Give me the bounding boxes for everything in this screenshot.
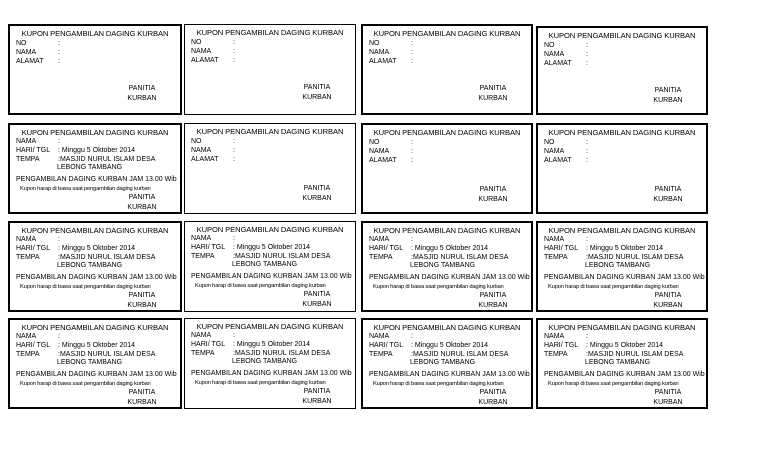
panitia-signature: PANITIA KURBAN	[478, 85, 508, 102]
panitia-signature: PANITIA KURBAN	[127, 85, 157, 102]
no-row: NO :	[16, 40, 60, 47]
coupon-title: KUPON PENGAMBILAN DAGING KURBAN	[548, 31, 696, 40]
panitia-signature: PANITIA KURBAN	[127, 292, 157, 309]
no-row: NO :	[369, 139, 413, 146]
hari-row: HARI/ TGL : Minggu 5 Oktober 2014	[16, 245, 136, 252]
coupon-title: KUPON PENGAMBILAN DAGING KURBAN	[373, 128, 521, 137]
coupon-r1-c1	[8, 24, 182, 115]
coupon-title: KUPON PENGAMBILAN DAGING KURBAN	[548, 323, 696, 332]
coupon-r4-c2	[184, 318, 356, 409]
nama-row: NAMA :	[544, 236, 588, 243]
panitia-signature: PANITIA KURBAN	[653, 292, 683, 309]
nama-row: NAMA :	[544, 148, 588, 155]
tempa-value-line2: LEBONG TAMBANG	[232, 358, 298, 365]
tempa-value-line2: LEBONG TAMBANG	[585, 262, 651, 269]
tempa-row: TEMPA :MASJID NURUL ISLAM DESA	[16, 156, 156, 163]
coupon-title: KUPON PENGAMBILAN DAGING KURBAN	[21, 128, 169, 137]
panitia-signature: PANITIA KURBAN	[653, 186, 683, 203]
panitia-signature: PANITIA KURBAN	[478, 389, 508, 406]
alamat-row: ALAMAT :	[544, 157, 588, 164]
pengambilan-text: PENGAMBILAN DAGING KURBAN JAM 13.00 Wib	[191, 273, 352, 280]
coupon-title: KUPON PENGAMBILAN DAGING KURBAN	[196, 322, 344, 331]
coupon-title: KUPON PENGAMBILAN DAGING KURBAN	[196, 225, 344, 234]
nama-row: NAMA :	[369, 49, 413, 56]
no-row: NO :	[191, 138, 235, 145]
coupon-r2-c2	[184, 123, 356, 214]
pengambilan-text: PENGAMBILAN DAGING KURBAN JAM 13.00 Wib	[544, 274, 705, 281]
hari-row: HARI/ TGL : Minggu 5 Oktober 2014	[544, 245, 664, 252]
coupon-title: KUPON PENGAMBILAN DAGING KURBAN	[21, 323, 169, 332]
alamat-row: ALAMAT :	[16, 58, 60, 65]
tempa-row: TEMPA :MASJID NURUL ISLAM DESA	[544, 351, 684, 358]
coupon-r4-c1	[8, 318, 182, 409]
no-row: NO :	[544, 139, 588, 146]
pengambilan-text: PENGAMBILAN DAGING KURBAN JAM 13.00 Wib	[16, 371, 177, 378]
panitia-signature: PANITIA KURBAN	[127, 194, 157, 211]
nama-row: NAMA :	[369, 333, 413, 340]
tempa-row: TEMPA :MASJID NURUL ISLAM DESA	[16, 254, 156, 261]
coupon-title: KUPON PENGAMBILAN DAGING KURBAN	[548, 226, 696, 235]
nama-row: NAMA :	[16, 236, 60, 243]
panitia-signature: PANITIA KURBAN	[653, 87, 683, 104]
nama-row: NAMA :	[369, 236, 413, 243]
coupon-title: KUPON PENGAMBILAN DAGING KURBAN	[548, 128, 696, 137]
tempa-value-line2: LEBONG TAMBANG	[585, 359, 651, 366]
nama-row: NAMA :	[544, 333, 588, 340]
tempa-value-line2: LEBONG TAMBANG	[57, 359, 123, 366]
no-row: NO :	[191, 39, 235, 46]
tempa-value-line2: LEBONG TAMBANG	[410, 359, 476, 366]
tempa-row: TEMPA :MASJID NURUL ISLAM DESA	[191, 253, 331, 260]
tempa-value-line2: LEBONG TAMBANG	[57, 262, 123, 269]
alamat-row: ALAMAT :	[191, 156, 235, 163]
pengambilan-text: PENGAMBILAN DAGING KURBAN JAM 13.00 Wib	[16, 274, 177, 281]
tempa-row: TEMPA :MASJID NURUL ISLAM DESA	[191, 350, 331, 357]
nama-row: NAMA :	[191, 147, 235, 154]
coupon-r3-c2	[184, 221, 356, 312]
coupon-r2-c4	[536, 123, 708, 214]
panitia-signature: PANITIA KURBAN	[302, 185, 332, 202]
coupon-r2-c3	[361, 123, 533, 214]
pengambilan-text: PENGAMBILAN DAGING KURBAN JAM 13.00 Wib	[369, 371, 530, 378]
hari-row: HARI/ TGL : Minggu 5 Oktober 2014	[16, 147, 136, 154]
tempa-row: TEMPA :MASJID NURUL ISLAM DESA	[369, 351, 509, 358]
note-text: Kupon harap di bawa saat pengambilan daging kurban	[195, 380, 326, 386]
nama-row: NAMA :	[16, 49, 60, 56]
panitia-signature: PANITIA KURBAN	[478, 186, 508, 203]
coupon-r1-c2	[184, 24, 356, 115]
hari-row: HARI/ TGL : Minggu 5 Oktober 2014	[369, 245, 489, 252]
coupon-title: KUPON PENGAMBILAN DAGING KURBAN	[196, 28, 344, 37]
tempa-value-line2: LEBONG TAMBANG	[57, 164, 123, 171]
coupon-r4-c3	[361, 318, 533, 409]
coupon-title: KUPON PENGAMBILAN DAGING KURBAN	[196, 127, 344, 136]
nama-row: NAMA :	[191, 332, 235, 339]
coupon-r3-c4	[536, 221, 708, 312]
hari-row: HARI/ TGL : Minggu 5 Oktober 2014	[369, 342, 489, 349]
panitia-signature: PANITIA KURBAN	[478, 292, 508, 309]
coupon-r3-c3	[361, 221, 533, 312]
panitia-signature: PANITIA KURBAN	[302, 291, 332, 308]
note-text: Kupon harap di bawa saat pengambilan daging kurban	[20, 284, 151, 290]
no-row: NO :	[369, 40, 413, 47]
hari-row: HARI/ TGL : Minggu 5 Oktober 2014	[16, 342, 136, 349]
note-text: Kupon harap di bawa saat pengambilan daging kurban	[373, 381, 504, 387]
hari-row: HARI/ TGL : Minggu 5 Oktober 2014	[191, 244, 311, 251]
coupon-r4-c4	[536, 318, 708, 409]
alamat-row: ALAMAT :	[191, 57, 235, 64]
panitia-signature: PANITIA KURBAN	[302, 388, 332, 405]
coupon-r2-c1	[8, 123, 182, 214]
pengambilan-text: PENGAMBILAN DAGING KURBAN JAM 13.00 Wib	[191, 370, 352, 377]
tempa-row: TEMPA :MASJID NURUL ISLAM DESA	[16, 351, 156, 358]
coupon-title: KUPON PENGAMBILAN DAGING KURBAN	[21, 29, 169, 38]
nama-row: NAMA :	[369, 148, 413, 155]
pengambilan-text: PENGAMBILAN DAGING KURBAN JAM 13.00 Wib	[544, 371, 705, 378]
nama-row: NAMA :	[16, 333, 60, 340]
coupon-title: KUPON PENGAMBILAN DAGING KURBAN	[21, 226, 169, 235]
no-row: NO :	[544, 42, 588, 49]
tempa-value-line2: LEBONG TAMBANG	[232, 261, 298, 268]
tempa-row: TEMPA :MASJID NURUL ISLAM DESA	[369, 254, 509, 261]
coupon-title: KUPON PENGAMBILAN DAGING KURBAN	[373, 29, 521, 38]
coupon-r3-c1	[8, 221, 182, 312]
coupon-r1-c3	[361, 24, 533, 115]
panitia-signature: PANITIA KURBAN	[127, 389, 157, 406]
coupon-r1-c4	[536, 26, 708, 115]
note-text: Kupon harap di bawa saat pengambilan daging kurban	[20, 186, 151, 192]
alamat-row: ALAMAT :	[369, 157, 413, 164]
nama-row: NAMA :	[191, 48, 235, 55]
note-text: Kupon harap di bawa saat pengambilan daging kurban	[20, 381, 151, 387]
nama-row: NAMA :	[16, 138, 60, 145]
panitia-signature: PANITIA KURBAN	[653, 389, 683, 406]
hari-row: HARI/ TGL : Minggu 5 Oktober 2014	[544, 342, 664, 349]
note-text: Kupon harap di bawa saat pengambilan daging kurban	[548, 284, 679, 290]
note-text: Kupon harap di bawa saat pengambilan daging kurban	[373, 284, 504, 290]
nama-row: NAMA :	[191, 235, 235, 242]
tempa-value-line2: LEBONG TAMBANG	[410, 262, 476, 269]
coupon-title: KUPON PENGAMBILAN DAGING KURBAN	[373, 226, 521, 235]
alamat-row: ALAMAT :	[369, 58, 413, 65]
note-text: Kupon harap di bawa saat pengambilan daging kurban	[548, 381, 679, 387]
coupon-title: KUPON PENGAMBILAN DAGING KURBAN	[373, 323, 521, 332]
hari-row: HARI/ TGL : Minggu 5 Oktober 2014	[191, 341, 311, 348]
note-text: Kupon harap di bawa saat pengambilan daging kurban	[195, 283, 326, 289]
alamat-row: ALAMAT :	[544, 60, 588, 67]
pengambilan-text: PENGAMBILAN DAGING KURBAN JAM 13.00 Wib	[369, 274, 530, 281]
pengambilan-text: PENGAMBILAN DAGING KURBAN JAM 13.00 Wib	[16, 176, 177, 183]
nama-row: NAMA :	[544, 51, 588, 58]
panitia-signature: PANITIA KURBAN	[302, 84, 332, 101]
tempa-row: TEMPA :MASJID NURUL ISLAM DESA	[544, 254, 684, 261]
